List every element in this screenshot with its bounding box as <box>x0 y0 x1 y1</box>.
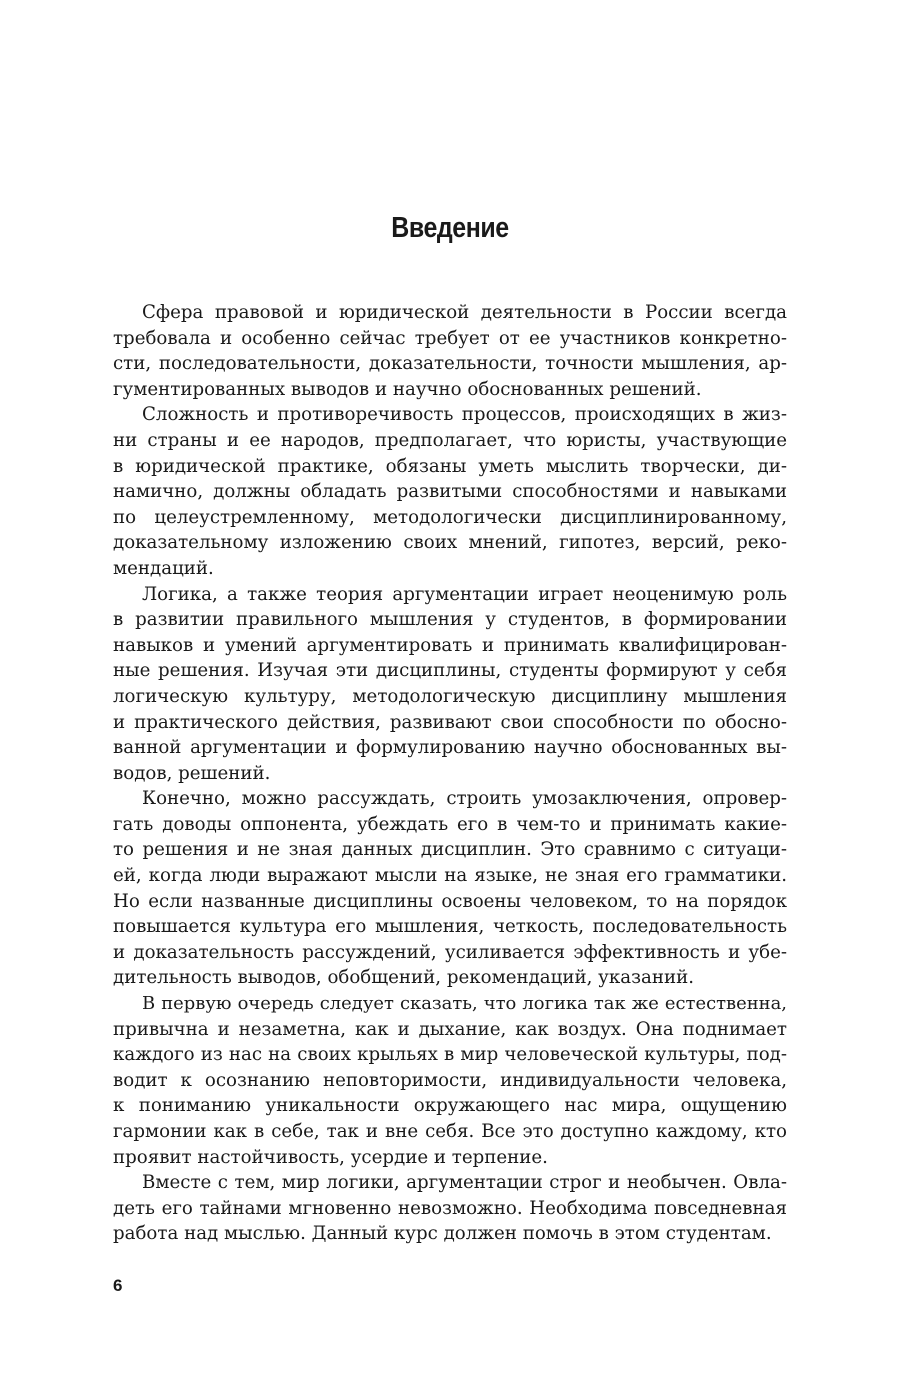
text-line: ни страны и ее народов, предполагает, что юристы, участвующие <box>113 429 787 451</box>
text-line: то решения и не зная данных дисциплин. Это сравнимо с ситуаци- <box>113 839 787 861</box>
text-line: по целеустремленному, методологически дисциплинированному, <box>113 506 787 528</box>
text-line: мендаций. <box>113 557 214 579</box>
text-line: дительность выводов, обобщений, рекомендаций, указаний. <box>113 967 694 989</box>
text-line: привычна и незаметна, как и дыхание, как воздух. Она поднимает <box>113 1018 787 1040</box>
paragraph <box>113 991 787 1170</box>
text-line: проявит настойчивость, усердие и терпение. <box>113 1146 548 1168</box>
text-line: намично, должны обладать развитыми способностями и навыками <box>113 481 787 503</box>
paragraph <box>113 582 787 787</box>
text-line: работа над мыслью. Данный курс должен помочь в этом студентам. <box>113 1223 772 1245</box>
text-line: и практического действия, развивают свои способности по обосно- <box>113 711 787 733</box>
text-line: деть его тайнами мгновенно невозможно. Необходима повседневная <box>113 1197 787 1219</box>
text-line: навыков и умений аргументировать и принимать квалифицирован- <box>113 634 787 656</box>
paragraph <box>113 300 787 402</box>
paragraph <box>113 786 787 991</box>
text-line: Логика, а также теория аргументации играет неоценимую роль <box>142 583 787 605</box>
page-number: 6 <box>113 1276 123 1295</box>
paragraph <box>113 402 787 581</box>
text-line: водов, решений. <box>113 762 271 784</box>
text-line: в развитии правильного мышления у студентов, в формировании <box>113 609 787 631</box>
text-line: доказательному изложению своих мнений, гипотез, версий, реко- <box>113 532 787 554</box>
text-line: ные решения. Изучая эти дисциплины, студенты формируют у себя <box>113 660 787 682</box>
paragraph <box>113 1170 787 1247</box>
text-line: и доказательность рассуждений, усиливается эффективность и убе- <box>113 941 787 963</box>
text-line: гармонии как в себе, так и вне себя. Все это доступно каждому, кто <box>113 1121 787 1142</box>
text-line: к пониманию уникальности окружающего нас мира, ощущению <box>113 1095 787 1117</box>
text-line: логическую культуру, методологическую дисциплину мышления <box>113 685 787 707</box>
text-line: гументированных выводов и научно обоснованных решений. <box>113 378 702 400</box>
text-line: водит к осознанию неповторимости, индивидуальности человека, <box>113 1069 787 1091</box>
text-line: каждого из нас на своих крыльях в мир человеческой культуры, под- <box>113 1044 787 1066</box>
body-text <box>113 300 787 1247</box>
text-line: повышается культура его мышления, четкость, последовательность <box>113 916 787 938</box>
text-line: Конечно, можно рассуждать, строить умозаключения, опровер- <box>142 788 787 810</box>
text-line: Сфера правовой и юридической деятельности в России всегда <box>142 302 787 323</box>
text-line: требовала и особенно сейчас требует от ее участников конкретно- <box>113 327 787 349</box>
text-line: В первую очередь следует сказать, что логика так же естественна, <box>142 993 787 1015</box>
text-line: гать доводы оппонента, убеждать его в чем-то и принимать какие- <box>113 813 787 835</box>
page-title: Введение <box>391 212 509 244</box>
text-line: в юридической практике, обязаны уметь мыслить творчески, ди- <box>113 455 787 477</box>
text-line: ей, когда люди выражают мысли на языке, не зная его грамматики. <box>113 865 787 887</box>
text-line: Но если названные дисциплины освоены человеком, то на порядок <box>113 890 787 912</box>
text-line: Сложность и противоречивость процессов, происходящих в жиз- <box>142 404 787 426</box>
text-line: ванной аргументации и формулированию научно обоснованных вы- <box>113 737 787 759</box>
text-line: сти, последовательности, доказательности, точности мышления, ар- <box>113 353 787 375</box>
text-line: Вместе с тем, мир логики, аргументации строг и необычен. Овла- <box>142 1172 787 1194</box>
